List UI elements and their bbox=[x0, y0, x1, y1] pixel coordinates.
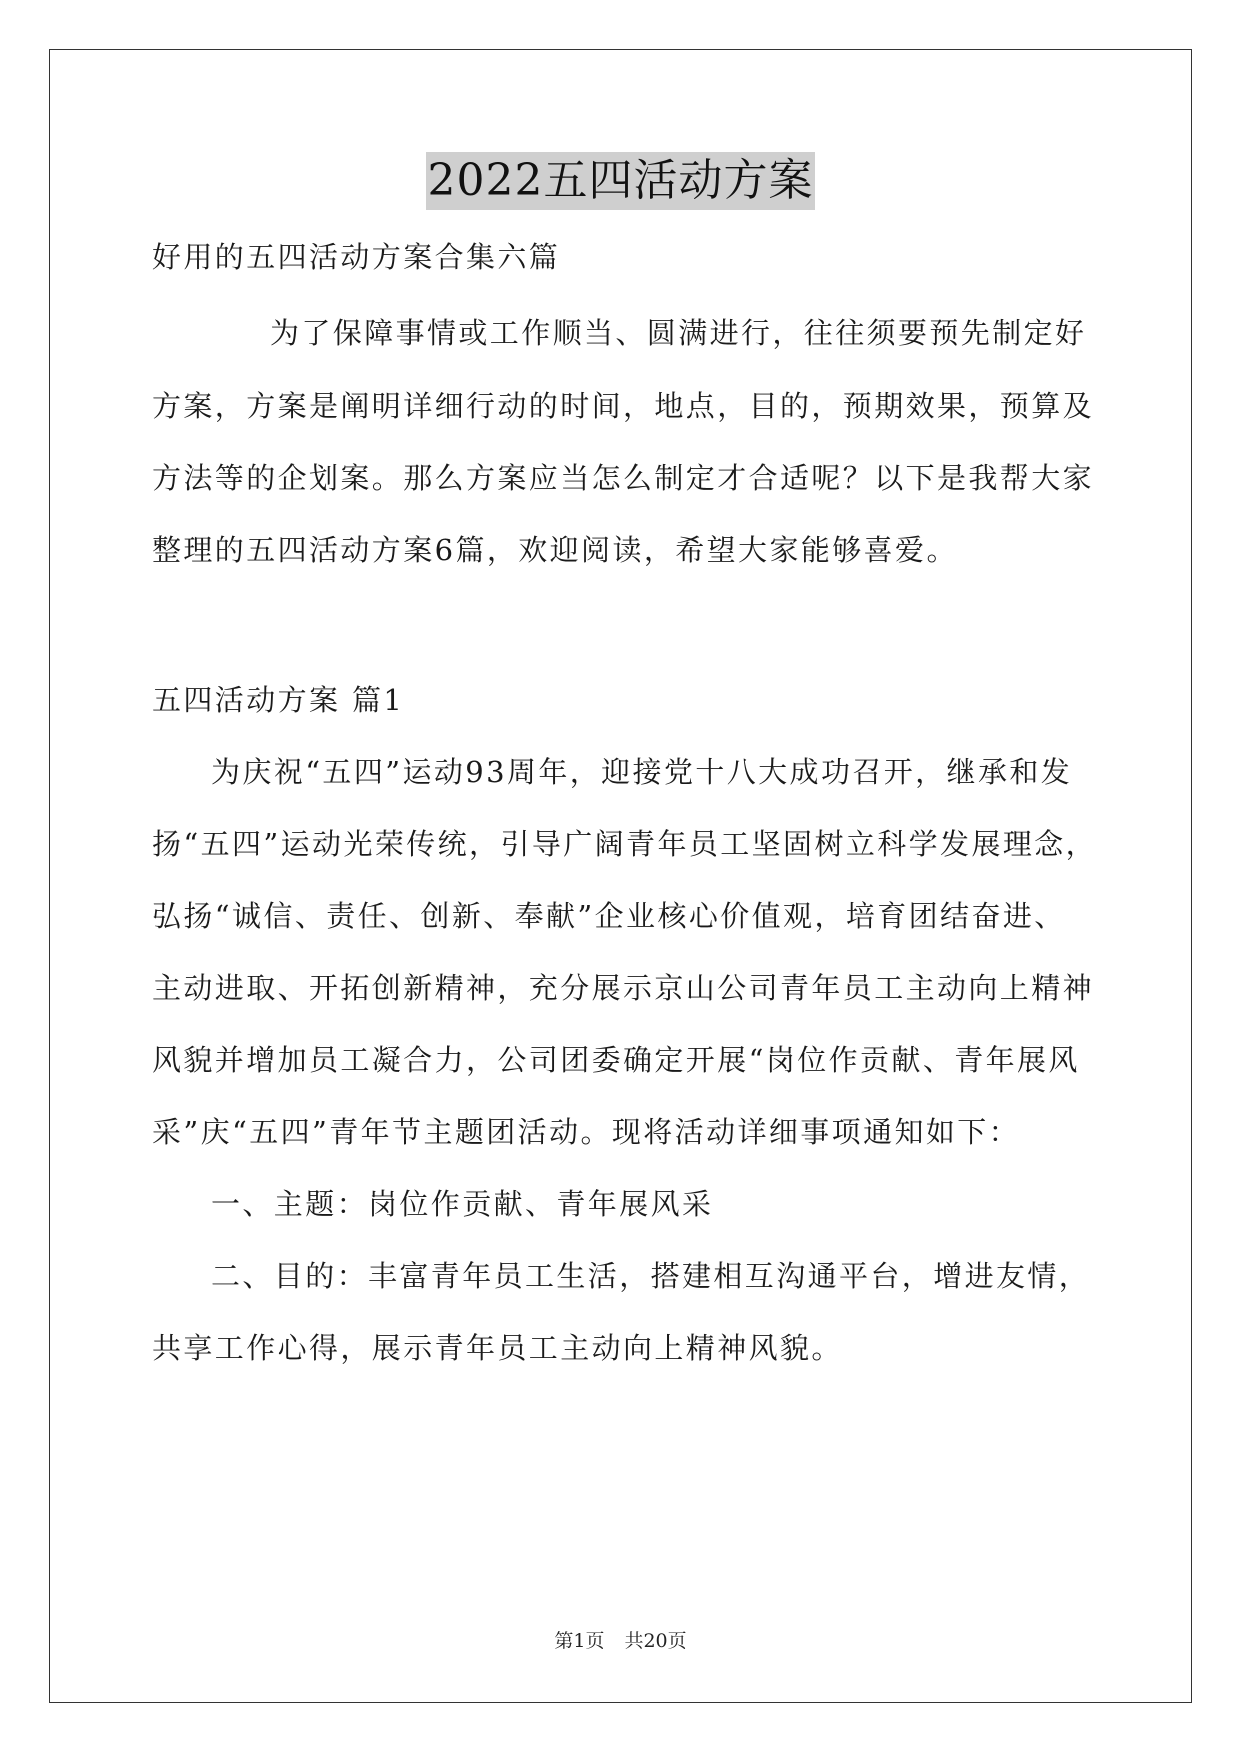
list-item-purpose: 二、目的：丰富青年员工生活，搭建相互沟通平台，增进友情， bbox=[211, 1259, 1091, 1293]
body-line: 弘扬“诚信、责任、创新、奉献”企业核心价值观，培育团结奋进、 bbox=[152, 899, 1066, 933]
body-line: 风貌并增加员工凝合力，公司团委确定开展“岗位作贡献、青年展风 bbox=[152, 1043, 1080, 1077]
document-subtitle: 好用的五四活动方案合集六篇 bbox=[152, 240, 561, 274]
page-footer bbox=[0, 1628, 1241, 1654]
body-line: 采”庆“五四”青年节主题团活动。现将活动详细事项通知如下： bbox=[152, 1115, 1021, 1149]
page-number: 第1页 bbox=[554, 1630, 605, 1652]
intro-line: 方法等的企划案。那么方案应当怎么制定才合适呢？以下是我帮大家 bbox=[152, 461, 1095, 495]
body-line: 主动进取、开拓创新精神，充分展示京山公司青年员工主动向上精神 bbox=[152, 971, 1095, 1005]
intro-line: 为了保障事情或工作顺当、圆满进行，往往须要预先制定好 bbox=[270, 316, 1087, 350]
intro-line: 整理的五四活动方案6篇，欢迎阅读，希望大家能够喜爱。 bbox=[152, 533, 958, 567]
title-container bbox=[0, 152, 1241, 210]
document-title: 2022五四活动方案 bbox=[426, 152, 816, 210]
list-item-theme: 一、主题：岗位作贡献、青年展风采 bbox=[211, 1187, 714, 1221]
section-heading: 五四活动方案 篇1 bbox=[152, 683, 405, 717]
intro-line: 方案，方案是阐明详细行动的时间，地点，目的，预期效果，预算及 bbox=[152, 389, 1095, 423]
body-line: 扬“五四”运动光荣传统，引导广阔青年员工坚固树立科学发展理念， bbox=[152, 827, 1098, 861]
body-line: 为庆祝“五四”运动93周年，迎接党十八大成功召开，继承和发 bbox=[211, 755, 1073, 789]
list-item-purpose-cont: 共享工作心得，展示青年员工主动向上精神风貌。 bbox=[152, 1331, 843, 1365]
page-border bbox=[49, 49, 1192, 1703]
page-total: 共20页 bbox=[624, 1630, 687, 1652]
